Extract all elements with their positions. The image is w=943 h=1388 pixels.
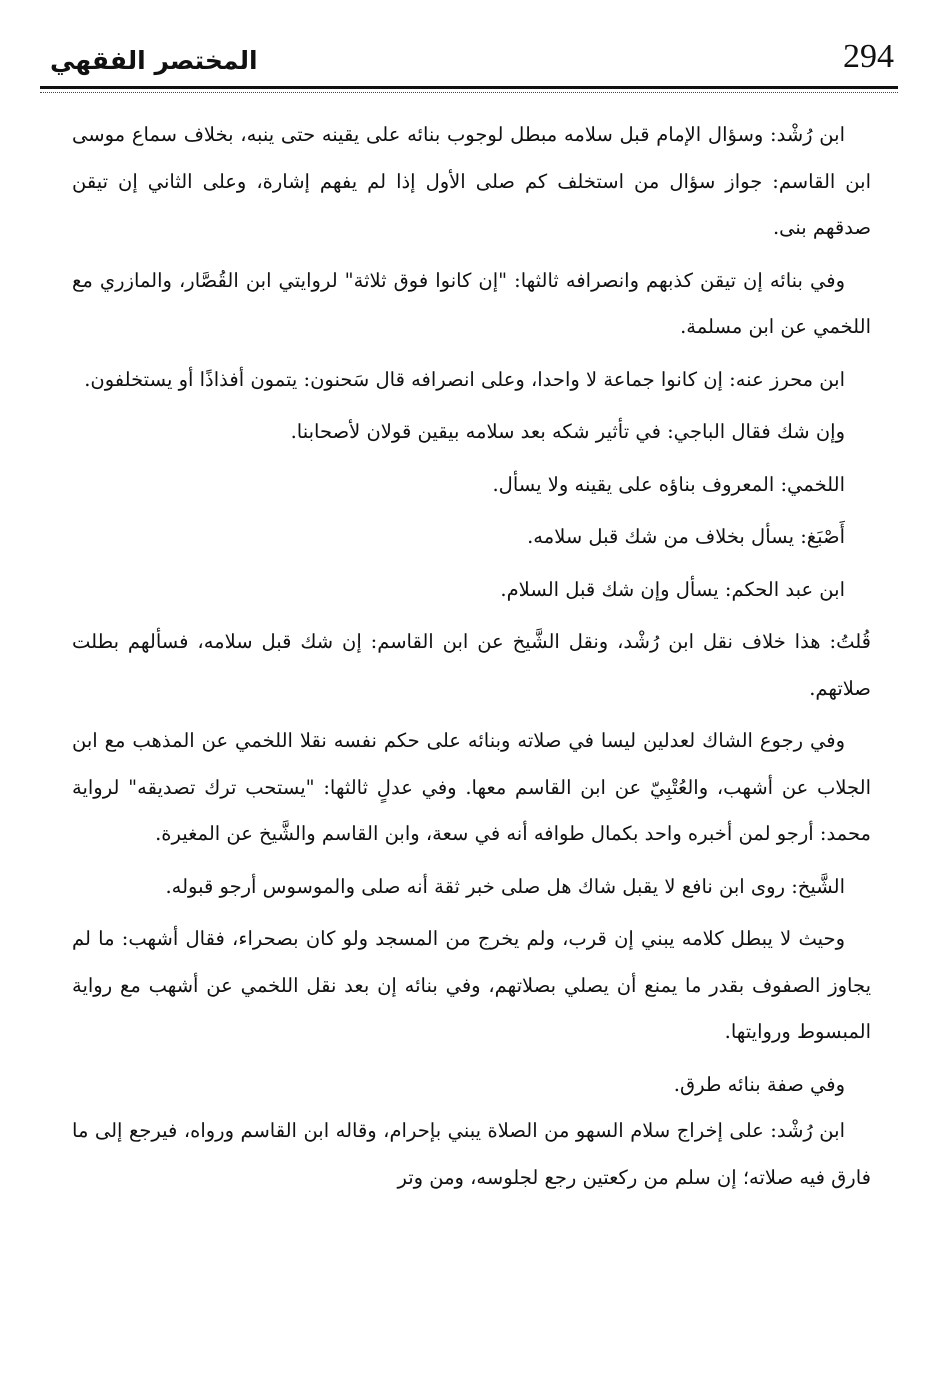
paragraph: أَصْبَغ: يسأل بخلاف من شك قبل سلامه. [527, 525, 845, 548]
paragraph: ابن رُشْد: وسؤال الإمام قبل سلامه مبطل لوجوب بنائه على يقينه حتى ينبه، بخلاف سماع موسى ابن القاسم: جواز سؤال من استخلف كم صلى الأول إذا لم يفهم إشارة، وعلى الثاني إن تيقن صدقهم بنى. [72, 123, 871, 239]
running-title: المختصر الفقهي [50, 46, 258, 75]
paragraph: قُلتُ: هذا خلاف نقل ابن رُشْد، ونقل الشَّيخ عن ابن القاسم: إن شك قبل سلامه، فسألهم بطلت صلاتهم. [72, 630, 871, 700]
page-number: 294 [843, 38, 894, 75]
paragraph: وفي رجوع الشاك لعدلين ليسا في صلاته وبنائه على حكم نفسه نقلا اللخمي عن المذهب مع ابن الجلاب عن أشهب، والعُتْبِيّ عن ابن القاسم معها. وفي عدلٍ ثالثها: "يستحب ترك تصديقه" لرواية محمد: أرجو لمن أخبره واحد بكمال طوافه أنه في سعة، وابن القاسم والشَّيخ عن المغيرة. [72, 729, 871, 845]
header-rule [40, 86, 898, 89]
paragraph: وفي صفة بنائه طرق. [673, 1072, 845, 1096]
paragraph: ابن محرز عنه: إن كانوا جماعة لا واحدا، وعلى انصرافه قال سَحنون: يتمون أفذاذًا أو يستخلفون. [84, 367, 845, 391]
body-text [72, 112, 871, 1207]
paragraph: اللخمي: المعروف بناؤه على يقينه ولا يسأل. [492, 472, 845, 496]
paragraph: وإن شك فقال الباجي: في تأثير شكه بعد سلامه بيقين قولان لأصحابنا. [290, 420, 845, 443]
paragraph: ابن عبد الحكم: يسأل وإن شك قبل السلام. [500, 577, 845, 601]
paragraph: ابن رُشْد: على إخراج سلام السهو من الصلاة يبني بإحرام، وقاله ابن القاسم ورواه، فيرجع إلى ما فارق فيه صلاته؛ إن سلم من ركعتين رجع لجلوسه، ومن وتر [72, 1119, 871, 1189]
paragraph: الشَّيخ: روى ابن نافع لا يقبل شاك هل صلى خبر ثقة أنه صلى والموسوس أرجو قبوله. [165, 874, 845, 898]
paragraph: وحيث لا يبطل كلامه يبني إن قرب، ولم يخرج من المسجد ولو كان بصحراء، فقال أشهب: ما لم يجاوز الصفوف بقدر ما يمنع أن يصلي بصلاتهم، وفي بنائه إن بعد نقل اللخمي عن أشهب مع رواية المبسوط وروايتها. [72, 927, 871, 1043]
paragraph: وفي بنائه إن تيقن كذبهم وانصرافه ثالثها: "إن كانوا فوق ثلاثة" لروايتي ابن القُصَّار، والمازري مع اللخمي عن ابن مسلمة. [72, 268, 871, 338]
header-rule-dotted [40, 92, 898, 93]
page-header [40, 38, 898, 90]
